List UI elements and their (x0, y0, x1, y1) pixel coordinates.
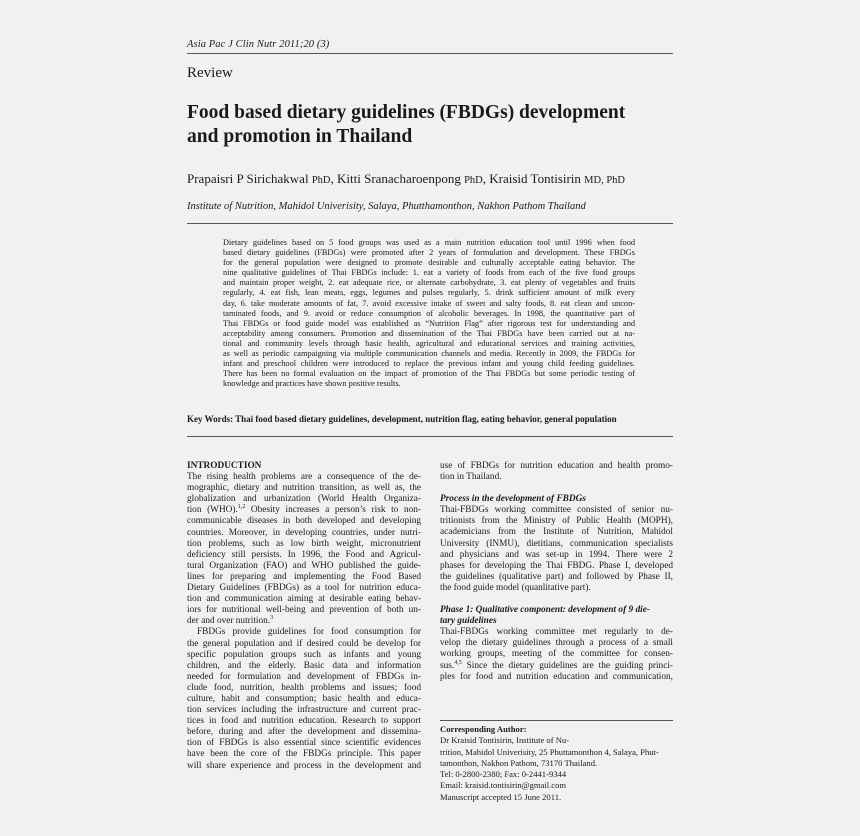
abstract-line: infant and preschool children were introduced to replace the previous infant and young child feeding guidelines. (223, 359, 635, 369)
body-line: velop the dietary guidelines through a process of a small (440, 638, 673, 649)
article-title (187, 101, 673, 149)
author-degree: MD, PhD (584, 175, 626, 186)
corresponding-author (440, 724, 673, 803)
body-line: University (INMU), dietitians, communication specialists (440, 538, 673, 549)
author-list: Prapaisri P Sirichakwal PhD, Kitti Sranacharoenpong PhD, Kraisid Tontisirin MD, PhD (187, 171, 626, 186)
body-line: Thai-FBDGs working committee met regularly to de- (440, 627, 673, 638)
body-line: children, and the elderly. Basic data and information (187, 660, 421, 671)
body-line: The rising health problems are a consequence of the de- (187, 472, 421, 483)
corresponding-line (440, 724, 673, 747)
body-text: Since the dietary guidelines are the guiding princi- (461, 660, 673, 671)
body-line: tural Organization (FAO) and WHO published the guide- (187, 560, 421, 571)
corresponding-line: tamonthon, Nakhon Pathom, 73170 Thailand. (440, 757, 598, 768)
body-line: ples for food and nutrition education and communication, (440, 671, 673, 682)
author-degree: PhD (311, 175, 331, 186)
body-line: the food guide model (quanlitative part). (440, 582, 591, 593)
corresponding-rule (440, 720, 673, 721)
phase1-heading: Phase 1: Qualitative component: development of 9 die- (440, 605, 650, 616)
body-line: tices in food and nutrition education. Research to support (187, 716, 421, 727)
corresponding-line: Manuscript accepted 15 June 2011. (440, 791, 562, 802)
process-heading: Process in the development of FBDGs (440, 494, 586, 505)
body-line: countries. Moreover, in developing countries, under nutri- (187, 527, 421, 538)
body-line: specific population groups such as infants and young (187, 649, 421, 660)
journal-citation: Asia Pac J Clin Nutr 2011;20 (3) (187, 39, 330, 50)
abstract-line: day, 6. take moderate amounts of fat, 7. avoid excessive intake of sweet and salty foods, 8. eat clean and uncon- (223, 298, 635, 308)
body-line: needed for formulation and development of FBDGs in- (187, 671, 421, 682)
body-line: tion and communication aiming at desirable eating behav- (187, 594, 421, 605)
abstract-line: There has been no formal evaluation on the impact of promotion of the Thai FBDGs but some periodic testing of (223, 369, 635, 379)
body-line: academicians from the Institute of Nutrition, Mahidol (440, 527, 673, 538)
citation-sup: 1,2 (237, 504, 246, 511)
body-line-with-citation (440, 661, 673, 672)
right-column (440, 461, 673, 683)
abstract-line: as well as periodic campaigning via multiple communication channels and media. Recently in 2009, the FBDGs for (223, 349, 635, 359)
body-text: Obesity increases a person’s risk to non- (245, 505, 421, 516)
abstract-line: acceptability among consumers. Promotion and dissemination of the Thai FBDGs have been carried out at na- (223, 328, 635, 338)
author-name: Prapaisri P Sirichakwal (187, 171, 309, 186)
citation-sup: 3 (270, 615, 274, 622)
body-line: clude food, nutrition, health problems and issues; food (187, 682, 421, 693)
body-text: tion (WHO). (187, 505, 238, 516)
abstract-line: Thai FBDGs or food guide model was established as “Nutrition Flag” after rigorous test for understanding and (223, 318, 635, 328)
body-line-with-citation (187, 505, 421, 516)
body-line: deficiency still persists. In 1996, the Food and Agricul- (187, 549, 421, 560)
abstract-line: Dietary guidelines based on 5 food groups was used as a main nutrition education tool until 1996 when food (223, 238, 635, 247)
abstract-line: based dietary guidelines (FBDGs) were promoted after 2 years of formulation and development. These FBDGs (223, 248, 635, 258)
body-line-with-citation (187, 616, 421, 627)
body-line: culture, habit and consumption; basic health and educa- (187, 693, 421, 704)
body-line: will share experience and process in the development and (187, 760, 421, 771)
author-degree: PhD (464, 175, 483, 186)
citation-sup: 4,5 (454, 659, 462, 666)
body-line: tion services including the infrastructure and current prac- (187, 705, 421, 716)
section-label: Review (187, 65, 233, 81)
abstract-line: knowledge and practices have shown positive results. (223, 379, 401, 389)
title-line-2: and promotion in Thailand (187, 126, 413, 147)
corresponding-line: Tel: 0-2800-2380; Fax: 0-2441-9344 (440, 769, 567, 780)
body-line: tion in Thailand. (440, 472, 502, 483)
abstract-line: taminated foods, and 9. avoid or reduce consumption of alcoholic beverages. In 1998, the quantitative part of (223, 308, 635, 318)
author-name: Kitti Sranacharoenpong (337, 171, 461, 186)
abstract-line: for the general population were designed to promote desirable and culturally acceptable eating behavior. The (223, 258, 635, 268)
corresponding-line: trition, Mahidol Univerisity, 25 Phuttamonthon 4, Salaya, Phut- (440, 746, 659, 757)
keywords: Key Words: Thai food based dietary guidelines, development, nutrition flag, eating behavior, general population (187, 414, 617, 424)
body-line: have been the core of the FBDGs principle. This paper (187, 749, 421, 760)
keywords-rule (187, 436, 673, 437)
abstract (223, 238, 635, 389)
abstract-line: nine qualitative guidelines of Thai FBDGs include: 1. eat a variety of foods from each of the five food groups (223, 268, 635, 278)
body-text: der and over nutrition. (187, 616, 271, 627)
body-line: tritionists from the Ministry of Public Health (MOPH), (440, 516, 673, 527)
abstract-line: tional and community levels through basic health, agricultural and educational services and training activities, (223, 338, 635, 348)
body-line: phases for developing the Thai FBDG. Phase I, developed (440, 560, 673, 571)
body-line: tion problems, such as low birth weight, micronutrient (187, 538, 421, 549)
title-line-1: Food based dietary guidelines (FBDGs) development (187, 102, 626, 123)
body-line: working groups, meeting of the committee for consen- (440, 649, 673, 660)
body-line: communicable diseases in both developed and developing (187, 516, 421, 527)
body-line: FBDGs provide guidelines for food consumption for (197, 627, 421, 638)
body-line: the guidelines (qualitative part) and followed by Phase II, (440, 571, 673, 582)
body-line: iors for nutritional well-being and prevention of both un- (187, 605, 421, 616)
intro-heading: INTRODUCTION (187, 461, 262, 471)
body-line: globalization and urbanization (World Health Organiza- (187, 494, 421, 505)
body-line: mographic, dietary and nutrition transition, as well as, the (187, 483, 421, 494)
phase1-heading-cont: tary guidelines (440, 616, 497, 627)
body-line: the general population and if desired could be develop for (187, 638, 421, 649)
author-name: Kraisid Tontisirin (489, 171, 581, 186)
body-line: Dietary Guidelines (FBDGs) as a tool for nutrition educa- (187, 583, 421, 594)
corresponding-label: Corresponding Author: (440, 724, 527, 734)
body-line: and physicians and was set-up in 1994. There were 2 (440, 549, 673, 560)
corresponding-text: Dr Kraisid Tontisirin, Institute of Nu- (440, 735, 570, 746)
body-line: before, during and after the development and dissemina- (187, 727, 421, 738)
left-column (187, 461, 421, 772)
body-line: use of FBDGs for nutrition education and health promo- (440, 461, 673, 471)
affiliation: Institute of Nutrition, Mahidol Univerisity, Salaya, Phutthamonthon, Nakhon Pathom Thailand (187, 201, 586, 212)
body-line: Thai-FBDGs working committee consisted of senior nu- (440, 505, 673, 516)
abstract-line: regularly, 4. eat fish, lean meats, eggs, legumes and pulses regularly, 5. drink sufficient amount of milk every (223, 288, 635, 298)
header-rule (187, 53, 673, 54)
body-text: sus. (440, 660, 455, 671)
body-line: lines for preparing and implementing the Food Based (187, 571, 421, 582)
body-line: tion of FBDGs is also essential since scientific evidences (187, 738, 421, 749)
corresponding-line: Email: kraisid.tontisirin@gmail.com (440, 780, 567, 791)
abstract-top-rule (187, 223, 673, 224)
abstract-line: and maintain proper weight, 2. eat adequate rice, or alternate carbohydrate, 3. eat plenty of vegetables and fruits (223, 278, 635, 288)
